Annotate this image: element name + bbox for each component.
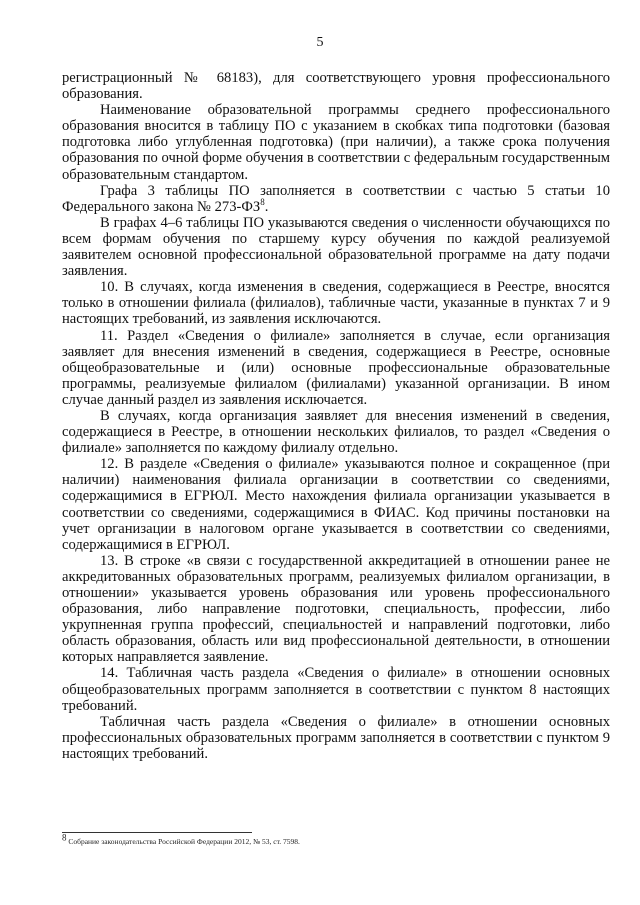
paragraph-3 <box>62 183 610 215</box>
paragraph-10: 14. Табличная часть раздела «Сведения о филиале» в отношении основных общеобразовательных программ заполняется в соответствии с пунктом 8 настоящих требований. <box>62 665 610 714</box>
paragraph-3-tail: . <box>264 198 269 215</box>
body-text <box>62 70 610 762</box>
paragraph-6: 11. Раздел «Сведения о филиале» заполняется в случае, если организация заявляет для внесения изменений в сведения, содержащиеся в Реестре, основные общеобразовательные и (или) основные профессиональные образовательные программы, реализуемые филиалом (филиалами) указанной организации. В ином случае данный раздел из заявления исключается. <box>62 327 610 408</box>
paragraph-7: В случаях, когда организация заявляет для внесения изменений в сведения, содержащиеся в Реестре, в отношении нескольких филиалов, то раздел «Сведения о филиале» заполняется по каждому филиалу отдельно. <box>62 407 610 457</box>
paragraph-9: 13. В строке «в связи с государственной аккредитацией в отношении ранее не аккредитованных образовательных программ, реализуемых филиалом организации, в отношении» указывается уровень образования или уровень профессионального образования, либо направление подготовки, специальность, профессии, либо укрупненная группа профессий, специальностей и направлений подготовки, либо область образования, область или вид профессиональной деятельности, в отношении которых направляется заявление. <box>62 552 610 666</box>
paragraph-4: В графах 4–6 таблицы ПО указываются сведения о численности обучающихся по всем формам обучения по старшему курсу обучения по каждой реализуемой заявителем основной профессиональной образовательной программе на дату подачи заявления. <box>62 214 610 280</box>
footnote-divider <box>62 832 252 833</box>
paragraph-11: Табличная часть раздела «Сведения о филиале» в отношении основных профессиональных образовательных программ заполняется в соответствии с пунктом 9 настоящих требований. <box>62 713 610 762</box>
paragraph-8: 12. В разделе «Сведения о филиале» указываются полное и сокращенное (при наличии) наименования филиала организации в соответствии со сведениями, содержащимися в ЕГРЮЛ. Место нахождения филиала организации указывается в соответствии со сведениями, содержащимися в ФИАС. Код причины постановки на учет организации в налоговом органе указывается в соответствии со сведениями, содержащимися в ЕГРЮЛ. <box>62 456 610 553</box>
paragraph-2: Наименование образовательной программы среднего профессионального образования вносится в таблицу ПО с указанием в скобках типа подготовки (базовая подготовка либо углубленная подготовка) (при наличии), а также срока получения образования по очной форме обучения в соответствии с федеральным государственным образовательным стандартом. <box>62 102 610 183</box>
footnote-text: Собрание законодательства Российской Федерации 2012, № 53, ст. 7598. <box>66 837 300 846</box>
paragraph-5: 10. В случаях, когда изменения в сведения, содержащиеся в Реестре, вносятся только в отношении филиала (филиалов), табличные части, указанные в пунктах 7 и 9 настоящих требований, из заявления исключаются. <box>62 279 610 328</box>
footnote-marker: 8 <box>62 832 67 843</box>
paragraph-1: регистрационный № 68183), для соответствующего уровня профессионального образования. <box>62 70 610 103</box>
paragraph-3-text: Графа 3 таблицы ПО заполняется в соответствии с частью 5 статьи 10 Федерального закона № 273-ФЗ <box>62 182 610 215</box>
footnote-ref[interactable]: 8 <box>260 196 265 207</box>
page-number: 5 <box>316 35 324 50</box>
footnote <box>62 832 610 846</box>
